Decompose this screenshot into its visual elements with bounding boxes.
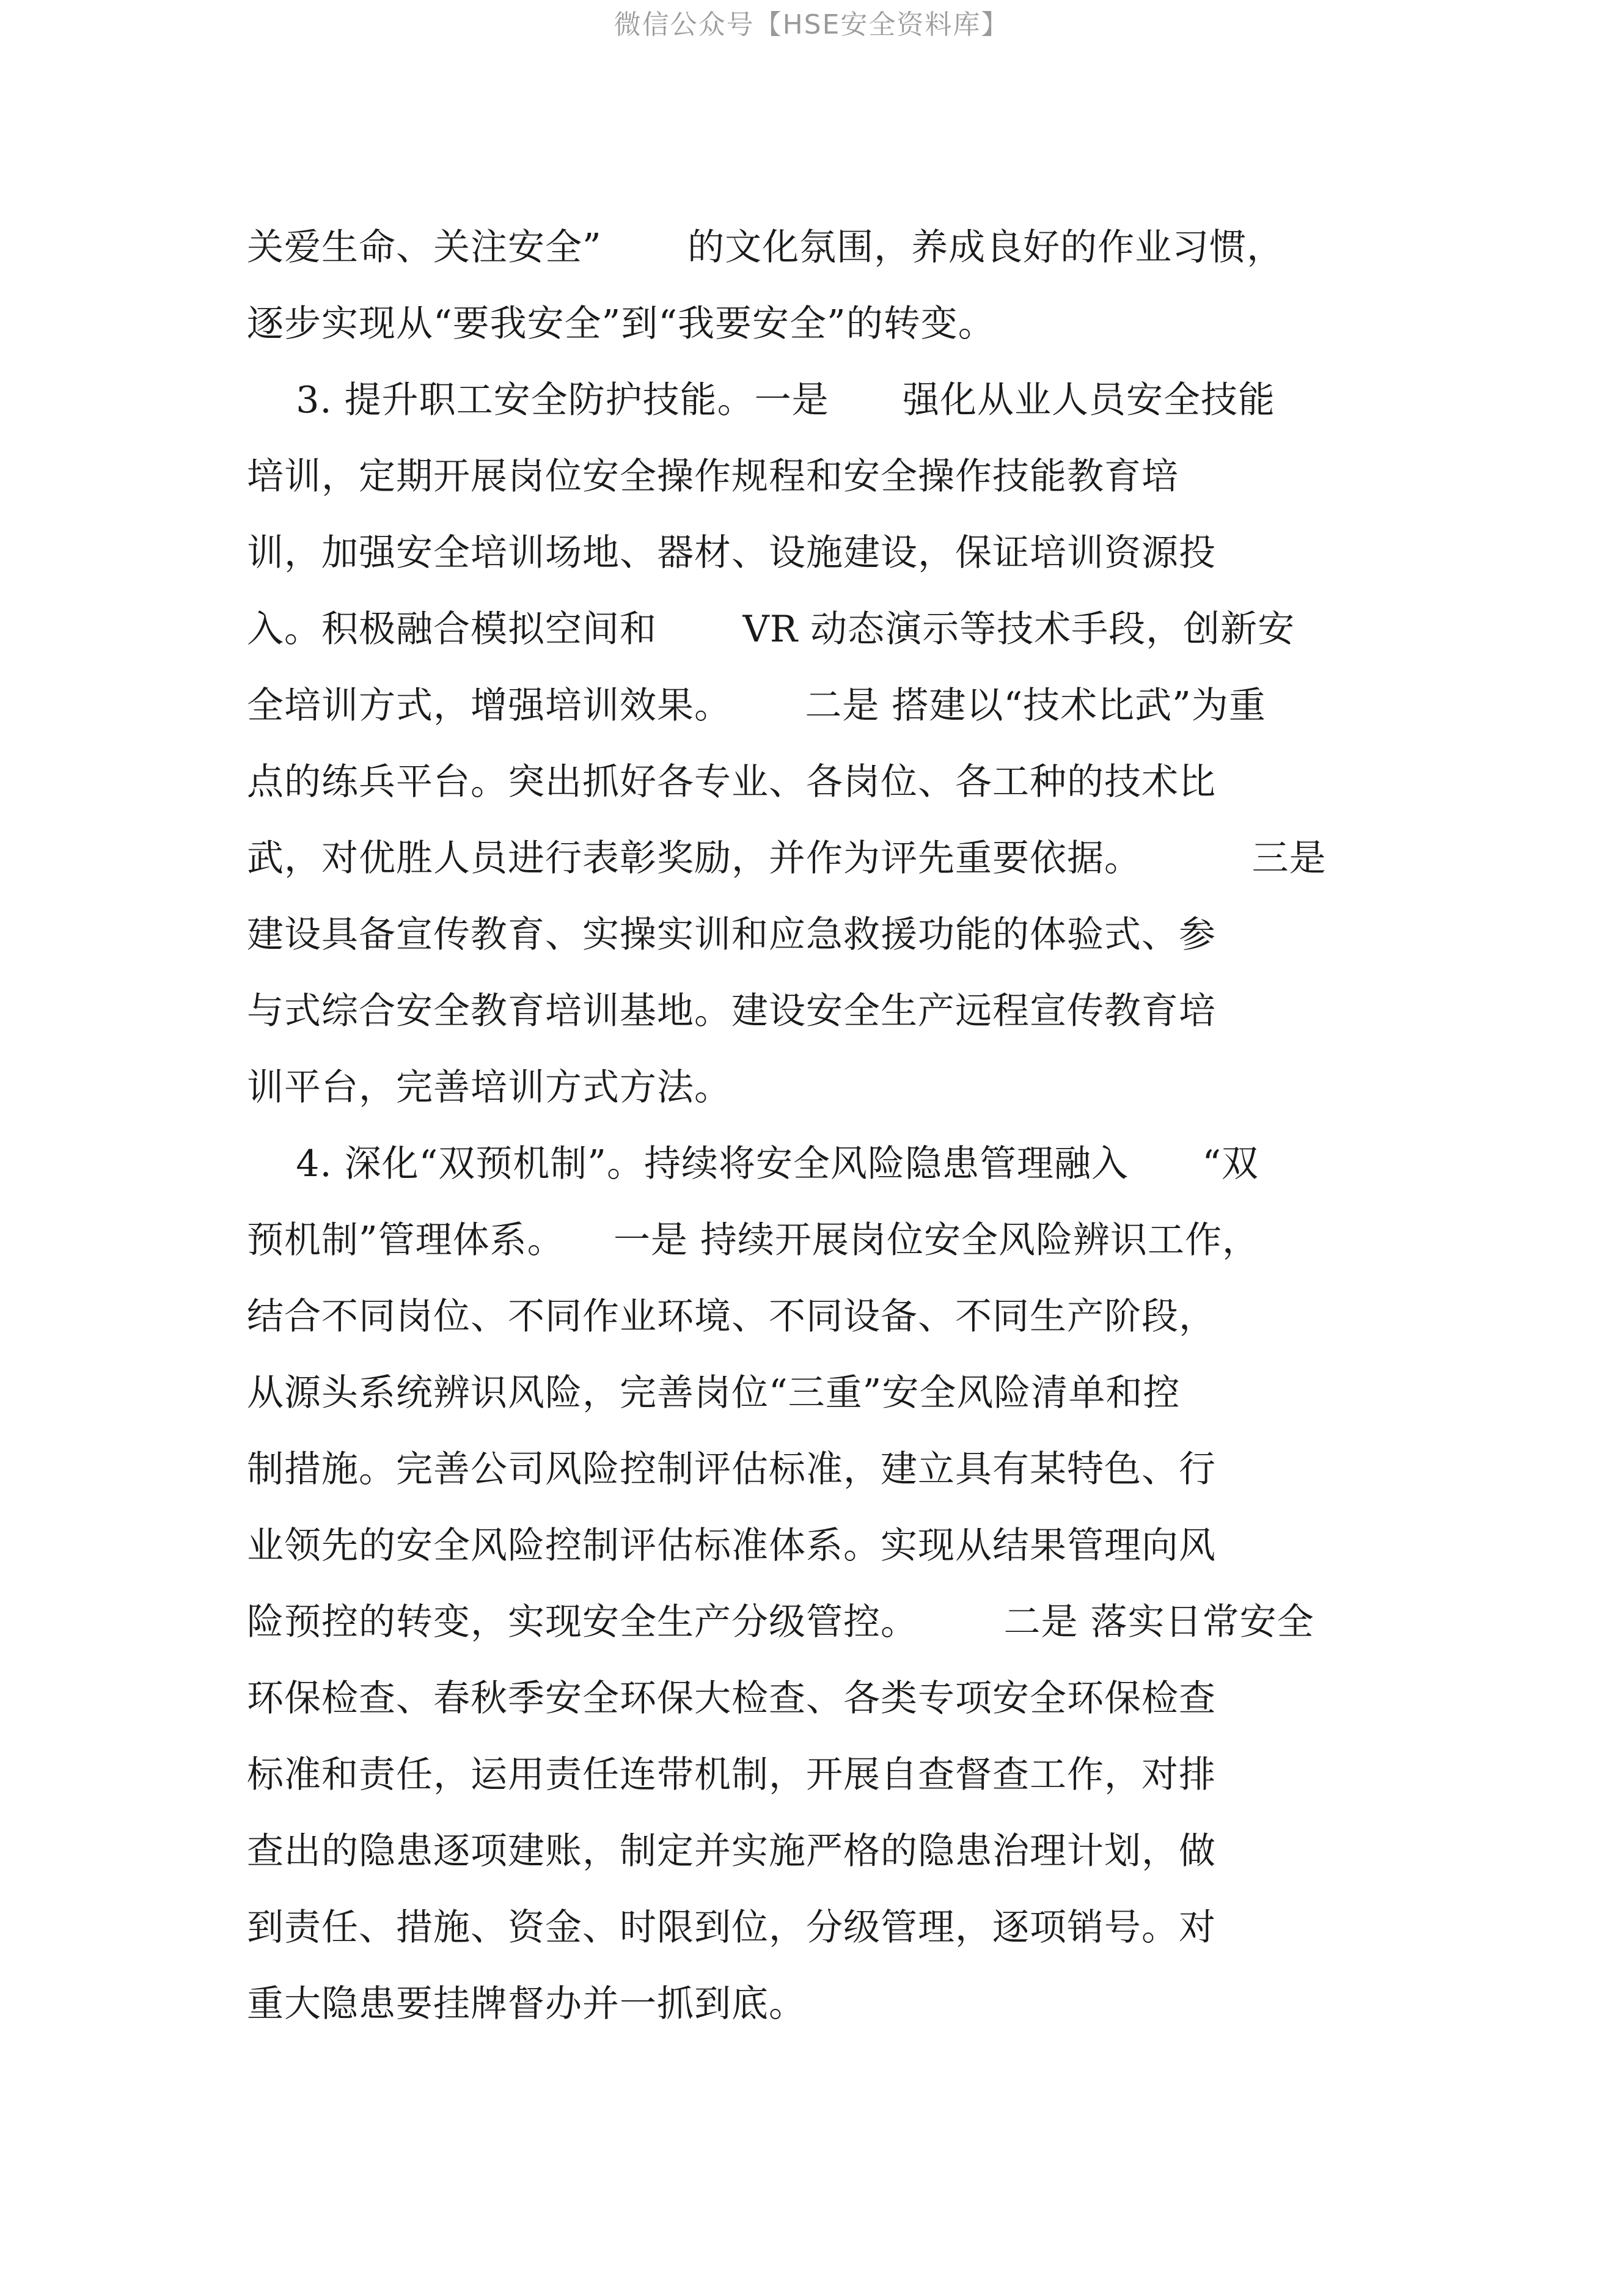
text-line: 武，对优胜人员进行表彰奖励，并作为评先重要依据。 三是 <box>247 837 1327 880</box>
text-line: 建设具备宣传教育、实操实训和应急救援功能的体验式、参 <box>247 913 1216 956</box>
text-line: 环保检查、春秋季安全环保大检查、各类专项安全环保检查 <box>247 1677 1216 1720</box>
text-line: 与式综合安全教育培训基地。建设安全生产远程宣传教育培 <box>247 990 1216 1033</box>
text-line: 关爱生命、关注安全” 的文化氛围，养成良好的作业习惯， <box>247 226 1284 269</box>
text-line: 点的练兵平台。突出抓好各专业、各岗位、各工种的技术比 <box>247 761 1216 803</box>
text-line: 3. 提升职工安全防护技能。一是 强化从业人员安全技能 <box>247 379 1276 422</box>
text-line: 重大隐患要挂牌督办并一抓到底。 <box>247 1983 806 2025</box>
text-line: 培训，定期开展岗位安全操作规程和安全操作技能教育培 <box>247 455 1179 498</box>
text-line: 入。积极融合模拟空间和 VR 动态演示等技术手段，创新安 <box>247 608 1295 651</box>
text-line: 到责任、措施、资金、时限到位，分级管理，逐项销号。对 <box>247 1906 1216 1949</box>
text-line: 险预控的转变，实现安全生产分级管控。 二是 落实日常安全 <box>247 1601 1314 1643</box>
text-line: 查出的隐患逐项建账，制定并实施严格的隐患治理计划，做 <box>247 1830 1216 1873</box>
text-line: 结合不同岗位、不同作业环境、不同设备、不同生产阶段， <box>247 1295 1216 1338</box>
text-line: 业领先的安全风险控制评估标准体系。实现从结果管理向风 <box>247 1524 1216 1567</box>
text-line: 逐步实现从“要我安全”到“我要安全”的转变。 <box>247 302 995 345</box>
text-line: 4. 深化“双预机制”。持续将安全风险隐患管理融入 “双 <box>247 1143 1259 1185</box>
text-line: 训，加强安全培训场地、器材、设施建设，保证培训资源投 <box>247 532 1216 574</box>
text-line: 标准和责任，运用责任连带机制，开展自查督查工作，对排 <box>247 1753 1216 1796</box>
text-line: 制措施。完善公司风险控制评估标准，建立具有某特色、行 <box>247 1448 1216 1491</box>
text-line: 预机制”管理体系。 一是 持续开展岗位安全风险辨识工作， <box>247 1219 1260 1262</box>
watermark-header: 微信公众号【HSE安全资料库】 <box>614 9 1009 40</box>
text-line: 训平台，完善培训方式方法。 <box>247 1066 731 1109</box>
text-line: 从源头系统辨识风险，完善岗位“三重”安全风险清单和控 <box>247 1372 1181 1414</box>
text-line: 全培训方式，增强培训效果。 二是 搭建以“技术比武”为重 <box>247 684 1266 727</box>
